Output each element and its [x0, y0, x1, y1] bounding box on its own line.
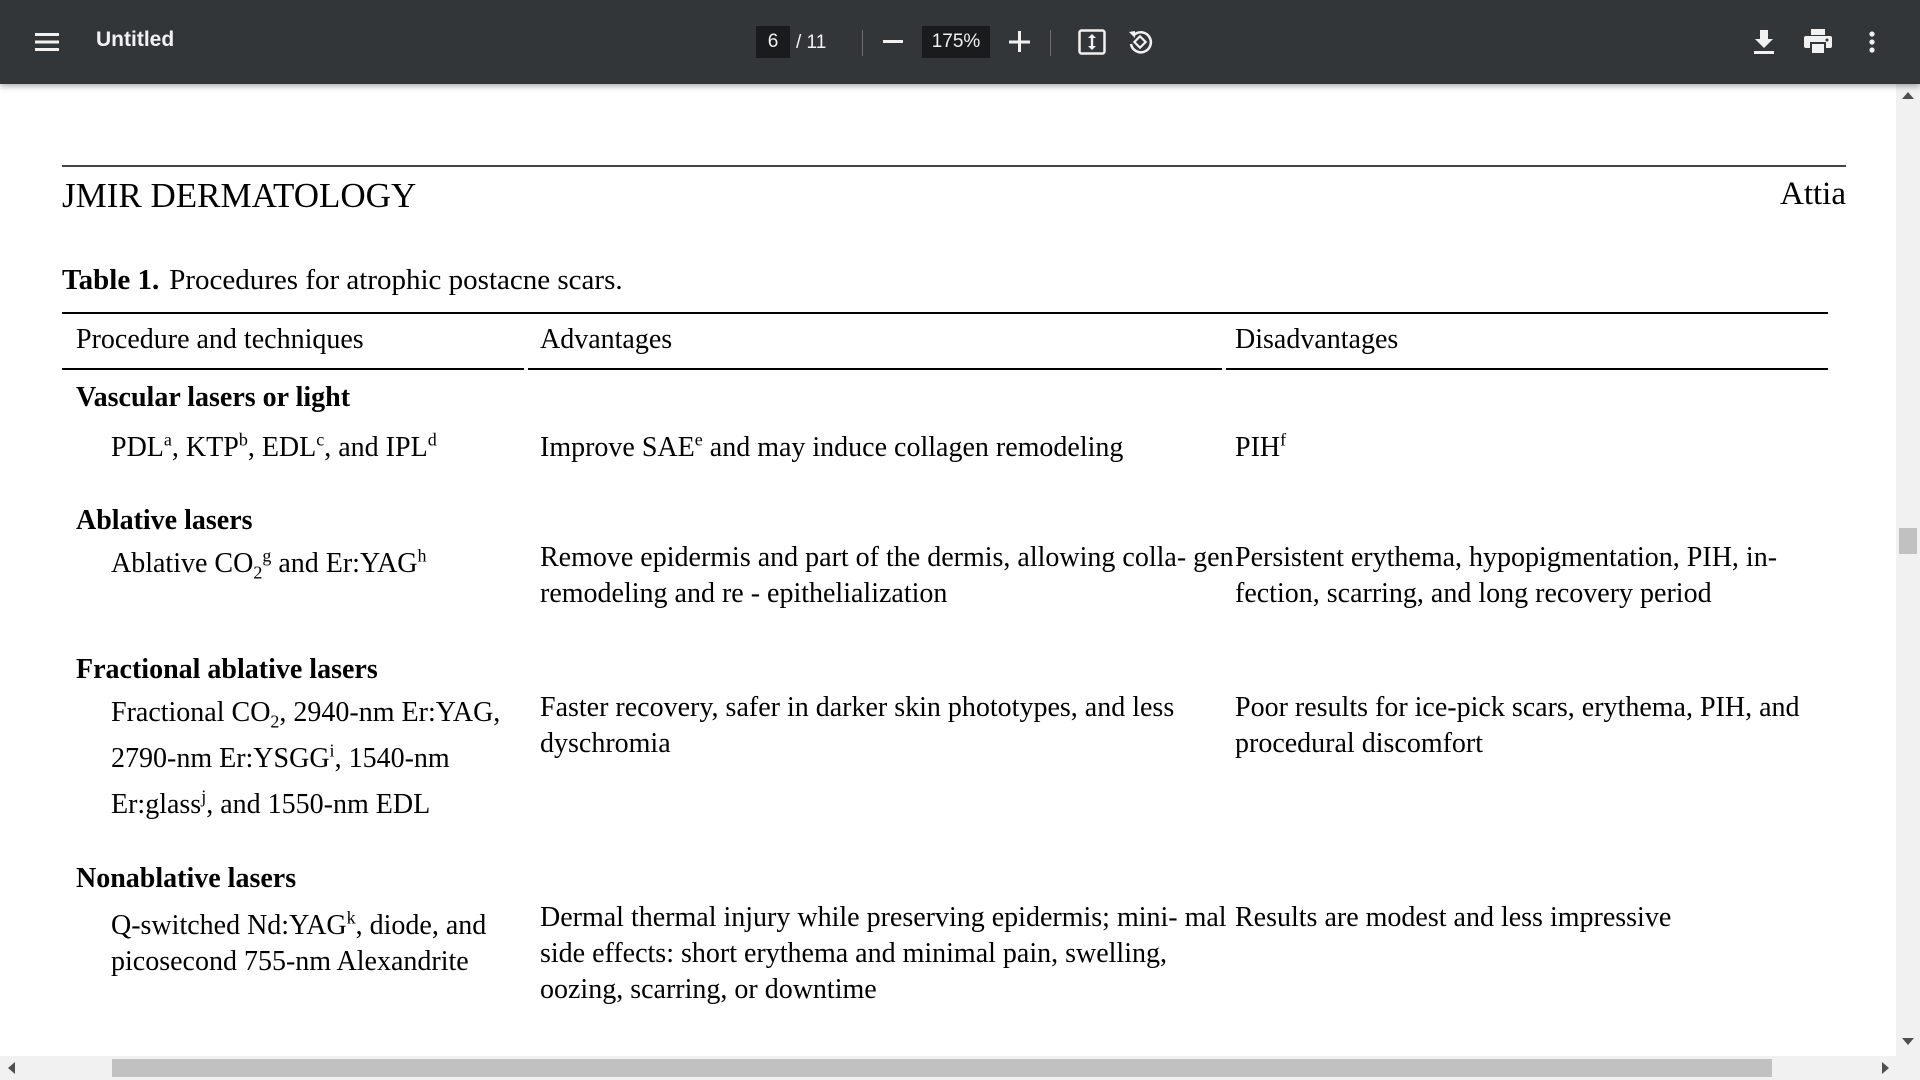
- text-run: Q-switched Nd:YAG: [111, 910, 347, 941]
- text-run: PIH: [1235, 432, 1281, 463]
- text-run: PDL: [111, 432, 164, 463]
- header-advantages: Advantages: [540, 324, 673, 355]
- text-run: , 2940-nm Er:YAG, 2790-nm Er:YSGG: [111, 697, 501, 774]
- horizontal-scroll-thumb[interactable]: [112, 1059, 1772, 1077]
- footnote-mark: j: [201, 786, 207, 807]
- footnote-mark: a: [163, 429, 172, 450]
- menu-icon[interactable]: [24, 18, 72, 66]
- subscript: 2: [253, 562, 263, 583]
- zoom-out-icon[interactable]: [870, 18, 918, 66]
- advantages-cell: Remove epidermis and part of the dermis, allowing colla- gen remodeling and re - epithelialization: [540, 542, 1234, 609]
- print-icon[interactable]: [1794, 18, 1842, 66]
- header-disadvantages: Disadvantages: [1235, 324, 1399, 355]
- toolbar-divider: [862, 30, 863, 56]
- procedure-cell: [111, 908, 521, 980]
- scroll-down-icon[interactable]: [1902, 1038, 1914, 1045]
- header-rule-col1: [62, 368, 524, 370]
- text-run: and may induce collagen remodeling: [702, 432, 1124, 463]
- header-rule-col2: [528, 368, 1222, 370]
- caption-label: Table 1.: [62, 264, 160, 296]
- text-run: , KTP: [171, 432, 239, 463]
- disadvantages-cell: Poor results for ice-pick scars, erythema, PIH, and procedural discomfort: [1235, 692, 1800, 759]
- text-run: Fractional CO: [111, 697, 271, 728]
- rotate-icon[interactable]: [1116, 18, 1164, 66]
- footnote-mark: g: [262, 545, 272, 566]
- scroll-left-icon[interactable]: [8, 1062, 15, 1074]
- fit-page-icon[interactable]: [1068, 18, 1116, 66]
- footnote-mark: k: [346, 907, 356, 928]
- header-rule: [62, 165, 1846, 167]
- advantages-cell: Dermal thermal injury while preserving epidermis; mini- mal side effects: short erythema and minimal pain, swelling, oozing, scarring, or downtime: [540, 902, 1227, 1005]
- footnote-mark: b: [238, 429, 248, 450]
- toolbar-divider: [1050, 30, 1051, 56]
- document-viewport[interactable]: [0, 84, 1896, 1056]
- more-vert-icon[interactable]: [1848, 18, 1896, 66]
- journal-name: JMIR DERMATOLOGY: [62, 176, 417, 215]
- scroll-right-icon[interactable]: [1882, 1062, 1889, 1074]
- footnote-mark: f: [1280, 429, 1287, 450]
- page-total: / 11: [796, 32, 827, 53]
- procedure-cell: [111, 690, 521, 828]
- document-title: Untitled: [96, 28, 175, 51]
- text-run: , and IPL: [324, 432, 428, 463]
- group-title: Fractional ablative lasers: [76, 654, 378, 685]
- page-number-input[interactable]: 6: [756, 26, 790, 58]
- scroll-up-icon[interactable]: [1902, 92, 1914, 99]
- text-run: , and 1550-nm EDL: [206, 789, 431, 820]
- procedure-cell: [111, 546, 521, 582]
- advantages-cell: Faster recovery, safer in darker skin phototypes, and less dyschromia: [540, 692, 1175, 759]
- text-run: , 1540-nm Er:glass: [111, 743, 450, 820]
- advantages-cell: [540, 430, 1240, 466]
- author-name: Attia: [1780, 176, 1846, 212]
- caption-text: Procedures for atrophic postacne scars.: [169, 264, 623, 296]
- table-top-rule: [62, 312, 1828, 314]
- disadvantages-cell: [1235, 430, 1825, 466]
- zoom-in-icon[interactable]: [996, 18, 1044, 66]
- footnote-mark: e: [694, 429, 703, 450]
- table-caption: [62, 264, 623, 297]
- download-icon[interactable]: [1740, 18, 1788, 66]
- text-run: , EDL: [247, 432, 317, 463]
- disadvantages-cell: Persistent erythema, hypopigmentation, PIH, in- fection, scarring, and long recovery period: [1235, 542, 1778, 609]
- vertical-scroll-thumb[interactable]: [1899, 528, 1917, 554]
- header-procedure: Procedure and techniques: [76, 324, 364, 355]
- footnote-mark: c: [316, 429, 325, 450]
- header-rule-col3: [1226, 368, 1828, 370]
- footnote-mark: i: [329, 740, 335, 761]
- footnote-mark: h: [417, 545, 427, 566]
- procedure-cell: [111, 430, 521, 466]
- group-title: Nonablative lasers: [76, 863, 297, 894]
- text-run: and Er:YAG: [271, 548, 418, 579]
- subscript: 2: [270, 711, 280, 732]
- text-run: Ablative CO: [111, 548, 254, 579]
- zoom-level-input[interactable]: 175%: [922, 26, 990, 58]
- pdf-toolbar: [0, 0, 1920, 84]
- group-title: Vascular lasers or light: [76, 382, 351, 413]
- vertical-scrollbar[interactable]: [1896, 84, 1920, 1056]
- disadvantages-cell: Results are modest and less impressive: [1235, 902, 1672, 933]
- text-run: , diode, and picosecond 755-nm Alexandrite: [111, 910, 487, 977]
- group-title: Ablative lasers: [76, 505, 253, 536]
- text-run: Improve SAE: [540, 432, 695, 463]
- footnote-mark: d: [427, 429, 437, 450]
